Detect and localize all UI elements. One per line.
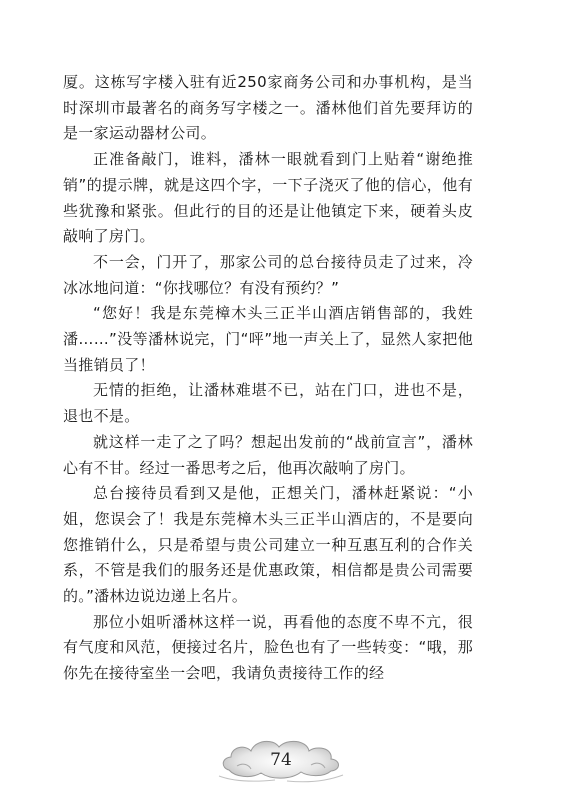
page-number: 74: [270, 750, 292, 770]
page-footer: [0, 720, 562, 800]
paragraph-3: 不一会，门开了，那家公司的总台接待员走了过来，冷冰冰地问道：“你找哪位？有没有预约？”: [63, 252, 473, 297]
paragraph-2: 正准备敲门，谁料，潘林一眼就看到门上贴着“谢绝推销”的提示牌，就是这四个字，一下子浇灭了他的信心，他有些犹豫和紧张。但此行的目的还是让他镇定下来，硬着头皮敲响了房门。: [63, 150, 473, 246]
paragraph-6: 就这样一走了之了吗？想起出发前的“战前宣言”，潘林心有不甘。经过一番思考之后，他再次敲响了房门。: [63, 432, 473, 477]
body-text: [63, 70, 473, 687]
paragraph-8: 那位小姐听潘林这样一说，再看他的态度不卑不亢，很有气度和风范，便接过名片，脸色也有了一些转变：“哦，那你先在接待室坐一会吧，我请负责接待工作的经: [63, 612, 473, 683]
paragraph-5: 无情的拒绝，让潘林难堪不已，站在门口，进也不是，退也不是。: [63, 381, 473, 426]
paragraph-1: 厦。这栋写字楼入驻有近250家商务公司和办事机构，是当时深圳市最著名的商务写字楼之一。潘林他们首先要拜访的是一家运动器材公司。: [63, 73, 473, 143]
paragraph-4: “您好！我是东莞樟木头三正半山酒店销售部的，我姓潘……”没等潘林说完，门“呯”地一声关上了，显然人家把他当推销员了！: [63, 304, 473, 374]
paragraph-7: 总台接待员看到又是他，正想关门，潘林赶紧说：“小姐，您误会了！我是东莞樟木头三正半山酒店的，不是要向您推销什么，只是希望与贵公司建立一种互惠互利的合作关系，不管是我们的服务还是优惠政策，相信都是贵公司需要的。”潘林边说边递上名片。: [63, 484, 473, 606]
